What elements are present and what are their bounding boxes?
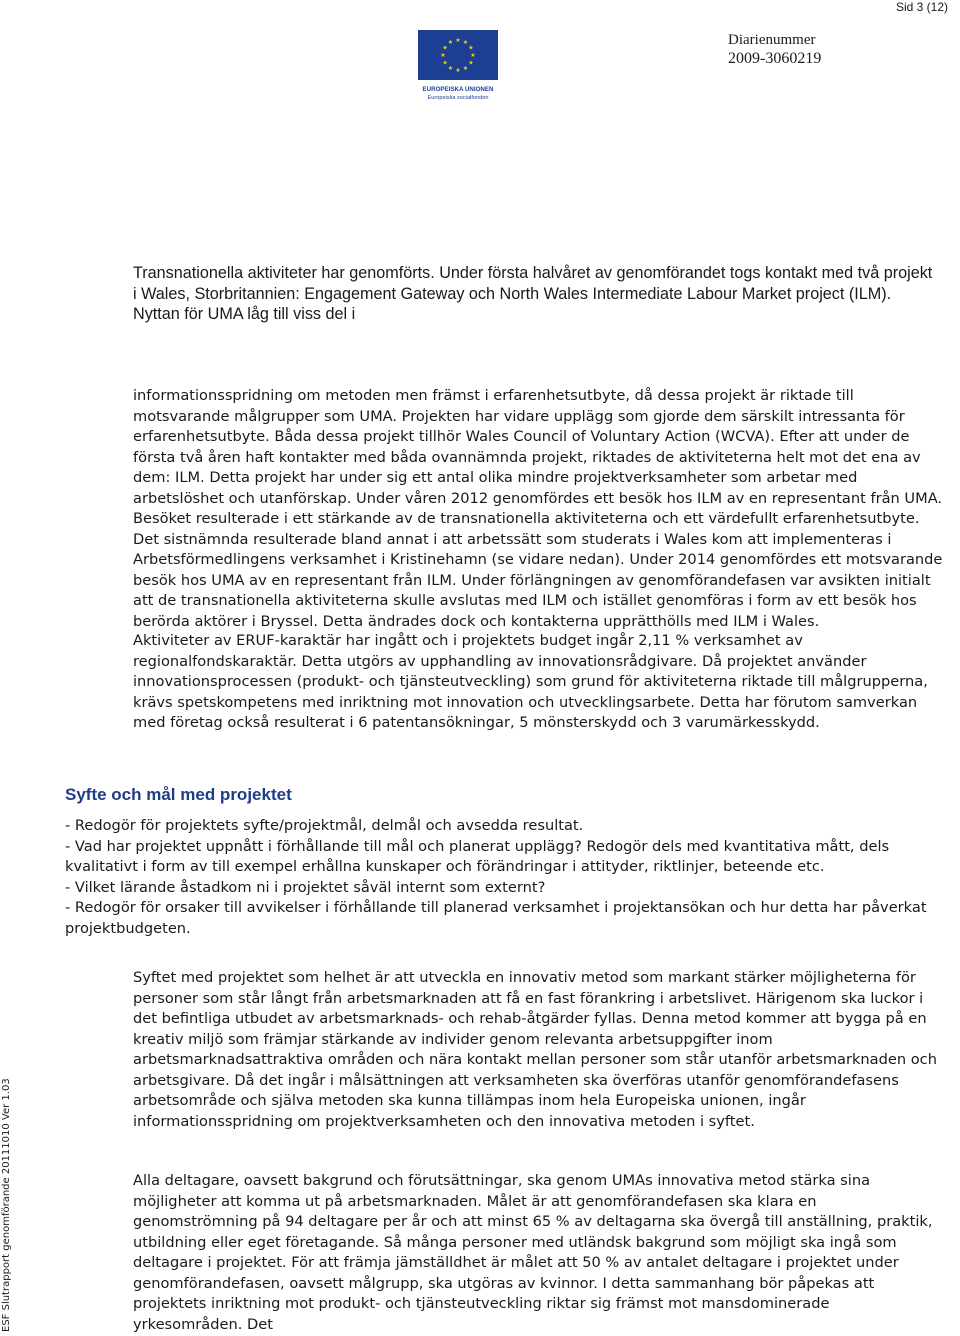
paragraph-transnational-details: informationsspridning om metoden men främst i erfarenhetsutbyte, då dessa projekt är riktade till motsvarande målgrupper som UMA. Projekten har vidare upplägg som gjorde dem särskilt intressanta för erfarenhetsutbyte. Båda dessa projekt tillhör Wales Council of Voluntary Action (WCVA). Efter att under de första två åren haft kontakter med båda ovannämnda projekt, riktades de aktiviteterna helt mot det ena av dem: ILM. Detta projekt har under sig ett antal olika mindre projektverksamheter som arbetar med arbetslöshet och utanförskap. Under våren 2012 genomfördes ett besök hos ILM av en representant från UMA. Besöket resulterade i ett stärkande av de transnationella aktiviteterna och ett värdefullt erfarenhetsutbyte. Det sistnämnda resulterade bland annat i att arbetssätt som studerats i Wales kom att implementeras i Arbetsförmedlingens verksamhet i Kristinehamn (se vidare nedan). Under 2014 genomfördes ett motsvarande besök hos UMA av en representant från ILM. Under förlängningen av genomförandefasen var avsikten initialt att de transnationella aktiviteterna skulle avslutas med ILM och istället genomföras i form av ett besök hos berörda aktörer i Bryssel. Detta ändrades dock och kontakterna upprätthölls med ILM i Wales.	[133, 387, 943, 630]
eu-star-icon: ★	[468, 59, 474, 67]
eu-star-icon: ★	[440, 52, 446, 60]
paragraph-transnational-intro: Transnationella aktiviteter har genomförts. Under första halvåret av genomförandet togs kontakt med två projekt i Wales, Storbritannien: Engagement Gateway och North Wales Intermediate Labour Market project (ILM). Nyttan för UMA låg till viss del i	[133, 264, 933, 323]
diarie-number: 2009-3060219	[728, 50, 822, 67]
eu-star-icon: ★	[442, 59, 448, 67]
eu-star-icon: ★	[470, 52, 476, 60]
eu-star-icon: ★	[455, 37, 461, 45]
list-item: - Vilket lärande åstadkom ni i projektet såväl internt som externt?	[65, 878, 546, 896]
paragraph-purpose: Syftet med projektet som helhet är att utveckla en innovativ metod som markant stärker möjligheterna för personer som står långt från arbetsmarknaden att få en fast förankring i arbetslivet. Härigenom ska luckor i det befintliga utbudet av arbetsmarknads- och rehab-åtgärder fyllas. Denna metod kommer att bygga på en kreativ miljö som främjar stärkande av individer genom relevanta arbetsuppgifter inom arbetsmarknadsattraktiva områden och nära kontakt mellan personer som står utanför arbetsmarknaden och arbetsgivare. Då det ingår i målsättningen att verksamheten ska överföras utanför genomförandefasens arbetsområde och själva metoden ska kunna tillämpas inom hela Europeiska unionen, ingår informationsspridning om projektverksamheten och den innovativa metoden i syftet.	[133, 969, 937, 1130]
paragraph-goals: Alla deltagare, oavsett bakgrund och förutsättningar, ska genom UMAs innovativa metod stärka sina möjligheter att komma ut på arbetsmarknaden. Målet är att genomförandefasen ska klara en genomströmning på 94 deltagare per år och att minst 65 % av deltagarna ska övergå till anställning, praktik, utbildning eller eget företagande. Så många personer med utländsk bakgrund som möjligt ska ingå som deltagare i projektet. För att främja jämställdhet är målet att 50 % av antalet deltagare i projektet under genomförandefasen, oavsett målgrupp, ska utgöras av kvinnor. I detta sammanhang bör påpekas att projektets inriktning mot produkt- och tjänsteutveckling riktar sig främst mot mansdominerade yrkesområden. Det	[133, 1172, 933, 1333]
eu-star-icon: ★	[447, 39, 454, 47]
list-item: - Redogör för projektets syfte/projektmål, delmål och avsedda resultat.	[65, 817, 584, 834]
diarie-block	[728, 32, 821, 68]
instruction-list	[65, 816, 945, 939]
section-heading: Syfte och mål med projektet	[65, 785, 292, 804]
eu-social-fund-logo	[418, 30, 498, 102]
list-item: - Vad har projektet uppnått i förhållande till mål och planerat upplägg? Redogör dels med kvantitativa mått, dels kvalitativt i form av till exempel erhållna kunskaper och förändringar i attityder, riktlinjer, beteende etc.	[65, 837, 890, 875]
logo-line-1: EUROPEISKA UNIONEN	[422, 86, 494, 93]
list-item: - Redogör för orsaker till avvikelser i förhållande till planerad verksamhet i projektansökan och hur detta har påverkat projektbudgeten.	[65, 899, 927, 937]
logo-line-2: Europeiska socialfonden	[427, 95, 489, 101]
eu-star-icon: ★	[462, 39, 469, 47]
page-number: Sid 3 (12)	[895, 0, 948, 14]
eu-star-icon: ★	[442, 44, 448, 52]
eu-star-icon: ★	[455, 67, 461, 75]
eu-star-icon: ★	[447, 65, 454, 73]
eu-star-icon: ★	[462, 65, 469, 73]
side-footer-text: ESF Slutrapport genomförande 20111010 Ver 1.03	[1, 1078, 12, 1332]
diarie-label: Diarienummer	[728, 32, 816, 48]
paragraph-eruf: Aktiviteter av ERUF-karaktär har ingått och i projektets budget ingår 2,11 % verksamhet av regionalfondskaraktär. Detta utgörs av upphandling av innovationsrådgivare. Då projektet använder innovationsprocessen (produkt- och tjänsteutveckling) som grund för aktiviteterna riktade till målgrupperna, krävs spetskompetens med inriktning mot innovation och utvecklingsarbete. Detta har förutom samverkan med företag också resulterat i 6 patentansökningar, 5 mönsterskydd och 3 varumärkesskydd.	[133, 632, 928, 731]
eu-star-icon: ★	[468, 44, 474, 52]
